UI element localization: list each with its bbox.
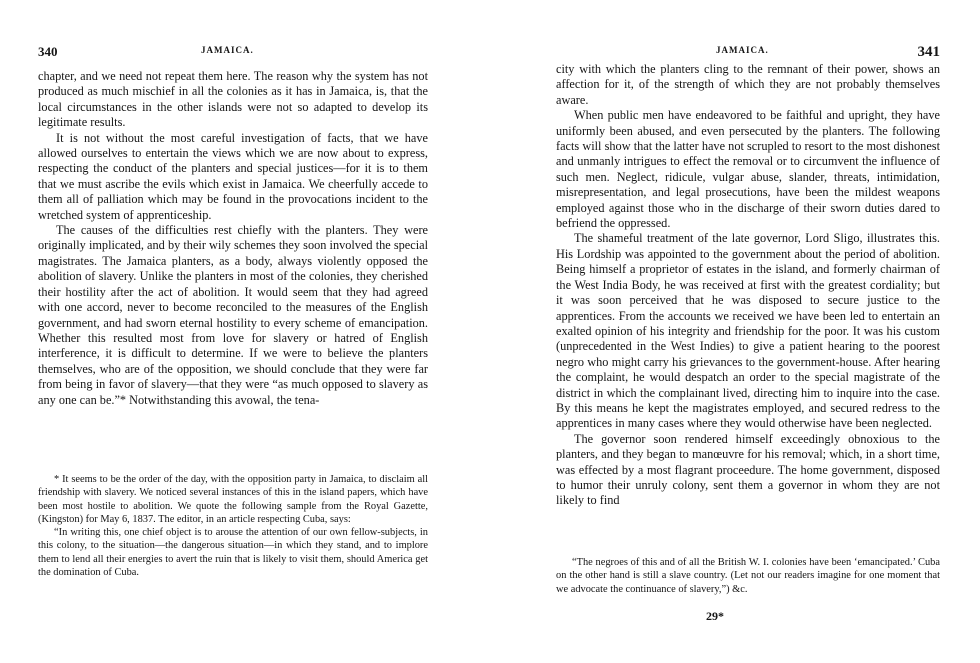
paragraph: The shameful treatment of the late governor, Lord Sligo, illustrates this. His Lordship was appointed to the government about the period of abolition. Being himself a proprietor of estates in the island, and formerly chairman of the West India Body, he was received at first with the greatest cordiality; but it was soon perceived that he was disposed to secure justice to the apprentices. From the accounts we received we have been led to entertain an exalted opinion of his integrity and friendship for the poor. It was his custom (unprecedented in the West Indies) to give a patient hearing to the poorest negro who might carry his grievances to the government-house. After hearing the complaint, he would despatch an order to the special magistrate of the district in which the complainant lived, directing him to inquire into the case. By this means he kept the magistrates employed, and secured redress to the apprentices in many cases where they would otherwise have been neglected. xyxy=(556,231,940,431)
paragraph: The governor soon rendered himself exceedingly obnoxious to the planters, and they began to manœuvre for his removal; which, in a short time, was effected by a most flagrant proceedure. The home government, disposed to humor their unruly colony, sent them a governor in whom they are not likely to find xyxy=(556,431,940,508)
footnote-paragraph: “In writing this, one chief object is to arouse the attention of our own fellow-subjects, in this colony, to the situation—the dangerous situation—in which they stand, and to implore them to lend all their energies to avert the ruin that is likely to visit them, should America get the domination of Cuba. xyxy=(38,527,428,579)
paragraph: city with which the planters cling to the remnant of their power, shows an affection for it, of the strength of which they are not probably themselves aware. xyxy=(556,62,940,107)
running-title: JAMAICA. xyxy=(716,45,769,55)
footnote-paragraph: * It seems to be the order of the day, with the opposition party in Jamaica, to disclaim all friendship with slavery. We noticed several instances of this in the island papers, which have been most hostile to abolition. We quote the following sample from the Royal Gazette, (Kingston) for May 6, 1837. The editor, in an article respecting Cuba, says: xyxy=(38,474,428,525)
paragraph: The causes of the difficulties rest chiefly with the planters. They were originally implicated, and by their wily schemes they soon involved the special magistrates. The Jamaica planters, as a body, always violently opposed the abolition of slavery. Unlike the planters in most of the colonies, they cherished their hostility after the act of abolition. It would seem that they had agreed with one accord, never to become reconciled to the measures of the English government, and had sworn eternal hostility to every scheme of emancipation. Whether this resulted most from love for slavery or hatred of English interference, it is difficult to determine. If we were to believe the planters themselves, who are of the opposition, we should conclude that they were far from being in favor of slavery—that they were “as much opposed to slavery as any one can be.”* Notwithstanding this avowal, the tena- xyxy=(38,223,428,407)
running-head xyxy=(556,44,940,60)
page-number: 341 xyxy=(917,44,940,60)
left-page xyxy=(38,0,428,663)
paragraph: chapter, and we need not repeat them here. The reason why the system has not produced as much mischief in all the colonies as it has in Jamaica, is, that the local circumstances in the other islands were not so adapted to develop its legitimate results. xyxy=(38,69,428,130)
footnote xyxy=(556,556,940,596)
running-title: JAMAICA. xyxy=(201,45,254,55)
paragraph: When public men have endeavored to be faithful and upright, they have uniformly been abused, and even persecuted by the planters. The following facts will show that the latter have not scrupled to resort to the most dishonest and unmanly intrigues to effect the removal or to circumvent the influence of such men. Neglect, ridicule, vulgar abuse, slander, threats, intimidation, misrepresentation, and legal prosecutions, have been the mildest weapons employed against those who in the discharge of their sworn duties dared to befriend the oppressed. xyxy=(556,108,940,231)
page-number: 340 xyxy=(38,44,58,59)
running-head xyxy=(38,44,428,60)
signature-mark: 29* xyxy=(706,609,724,623)
right-page xyxy=(556,0,940,663)
footnote-paragraph: “The negroes of this and of all the British W. I. colonies have been ‘emancipated.’ Cuba on the other hand is still a slave country. (Let not our readers imagine for one moment that we advocate the continuance of slavery,”) &c. xyxy=(556,557,940,595)
body-text xyxy=(38,69,428,408)
paragraph: It is not without the most careful investigation of facts, that we have allowed ourselves to entertain the views which we are now about to express, respecting the conduct of the planters and special justices—for it is to them that we must ascribe the evils which exist in Jamaica. We cheerfully accede to them all of palliation which may be found in the provocations incident to the wretched system of apprenticeship. xyxy=(38,130,428,222)
footnote xyxy=(38,473,428,579)
body-text xyxy=(556,62,940,509)
